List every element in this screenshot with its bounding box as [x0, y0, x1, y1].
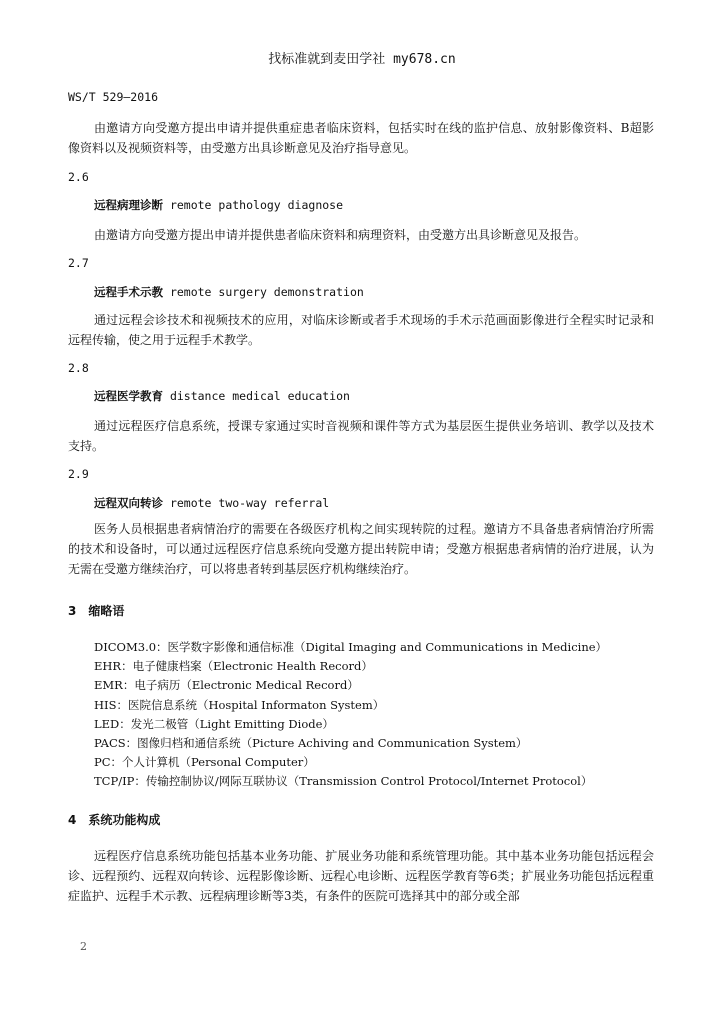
clause-number-2-6: 2.6	[68, 170, 89, 184]
clause-number-2-9: 2.9	[68, 467, 89, 481]
list-item: PACS：图像归档和通信系统（Picture Achiving and Communication System）	[94, 736, 528, 751]
list-item: DICOM3.0：医学数字影像和通信标准（Digital Imaging and Communications in Medicine）	[94, 640, 608, 654]
term-zh: 远程双向转诊	[94, 496, 163, 510]
term-definition-2-6: 由邀请方向受邀方提出申请并提供患者临床资料和病理资料，由受邀方出具诊断意见及报告。	[94, 228, 587, 242]
clause-number-2-8: 2.8	[68, 361, 89, 375]
term-en: remote pathology diagnose	[169, 198, 344, 212]
term-title-2-7	[94, 284, 364, 300]
term-en: remote two-way referral	[169, 496, 330, 510]
term-definition-2-8: 通过远程医疗信息系统，授课专家通过实时音视频和课件等方式为基层医生提供业务培训、教学以及技术支持。	[68, 419, 654, 453]
section-4-paragraph: 远程医疗信息系统功能包括基本业务功能、扩展业务功能和系统管理功能。其中基本业务功能包括远程会诊、远程预约、远程双向转诊、远程影像诊断、远程心电诊断、远程医学教育等6类；扩展业务功能包括远程重症监护、远程手术示教、远程病理诊断等3类，有条件的医院可选择其中的部分或全部	[68, 849, 654, 903]
term-title-2-8	[94, 388, 350, 404]
term-definition-2-7: 通过远程会诊技术和视频技术的应用，对临床诊断或者手术现场的手术示范画面影像进行全程实时记录和远程传输，使之用于远程手术教学。	[68, 313, 654, 347]
section-3-title: 3 缩略语	[68, 604, 125, 618]
site-watermark-header: 找标准就到麦田学社 my678.cn	[268, 52, 456, 67]
list-item: PC：个人计算机（Personal Computer）	[94, 755, 315, 770]
term-zh: 远程病理诊断	[94, 198, 163, 212]
list-item: EHR：电子健康档案（Electronic Health Record）	[94, 659, 373, 674]
page-number: 2	[80, 940, 87, 953]
abbreviation-list	[94, 638, 694, 792]
term-en: distance medical education	[169, 389, 350, 403]
term-zh: 远程手术示教	[94, 285, 163, 299]
standard-number: WS/T 529—2016	[68, 90, 159, 104]
term-title-2-6	[94, 197, 343, 213]
intro-paragraph: 由邀请方向受邀方提出申请并提供重症患者临床资料，包括实时在线的监护信息、放射影像资料、B超影像资料以及视频资料等，由受邀方出具诊断意见及治疗指导意见。	[68, 121, 654, 155]
list-item: HIS：医院信息系统（Hospital Informaton System）	[94, 697, 385, 712]
term-zh: 远程医学教育	[94, 389, 163, 403]
term-definition-2-9: 医务人员根据患者病情治疗的需要在各级医疗机构之间实现转院的过程。邀请方不具备患者病情治疗所需的技术和设备时，可以通过远程医疗信息系统向受邀方提出转院申请；受邀方根据患者病情的治疗进展，认为无需在受邀方继续治疗，可以将患者转到基层医疗机构继续治疗。	[68, 522, 654, 576]
term-title-2-9	[94, 495, 329, 511]
list-item: TCP/IP：传输控制协议/网际互联协议（Transmission Control Protocol/Internet Protocol）	[94, 774, 593, 789]
clause-number-2-7: 2.7	[68, 256, 89, 270]
term-en: remote surgery demonstration	[169, 285, 364, 299]
section-4-title: 4 系统功能构成	[68, 813, 161, 827]
list-item: LED：发光二极管（Light Emitting Diode）	[94, 716, 334, 731]
list-item: EMR：电子病历（Electronic Medical Record）	[94, 678, 359, 693]
